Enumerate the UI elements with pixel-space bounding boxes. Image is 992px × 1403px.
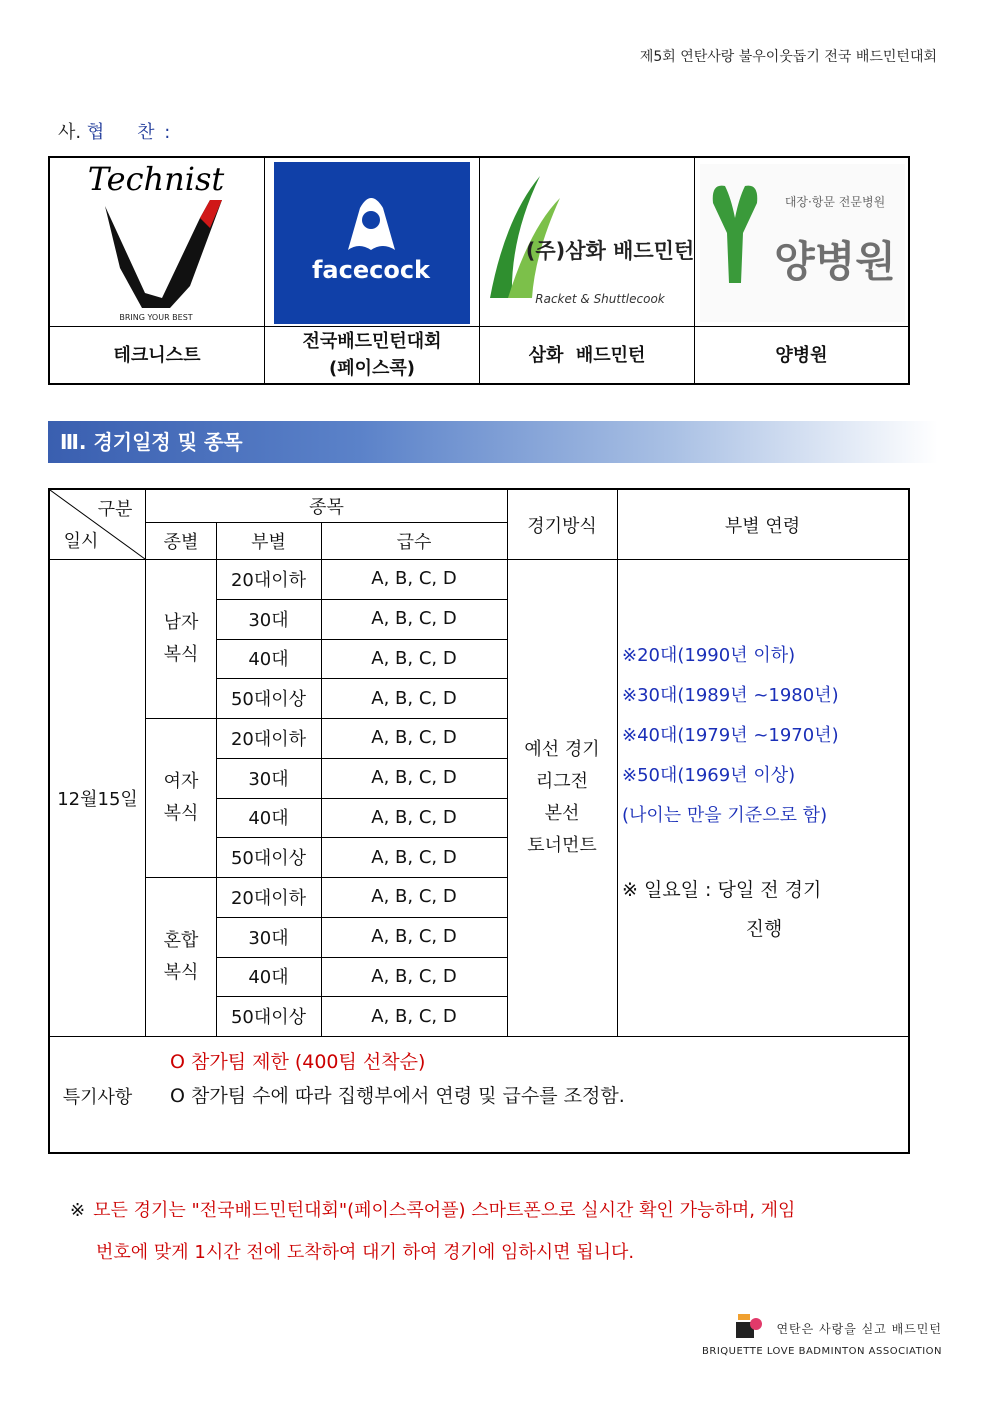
facecock-logo-wordmark: facecock [311, 256, 431, 284]
sponsor-table [48, 156, 910, 385]
grade-cell: A, B, C, D [371, 1005, 457, 1027]
yangbyungwon-logo-icon [695, 158, 908, 325]
grade-cell: A, B, C, D [371, 687, 457, 709]
technist-logo-icon [50, 158, 263, 325]
sunday-note-line1: ※ 일요일 : 당일 전 경기 [622, 879, 822, 901]
footer-note [70, 1190, 940, 1274]
division-cell: 30대 [248, 768, 289, 790]
division-cell: 50대이상 [230, 689, 307, 711]
division-cell: 40대 [248, 967, 289, 989]
group-type-label: 여자 복식 [163, 770, 199, 824]
footer-note-line1 [70, 1190, 940, 1232]
group-type-label: 혼합 복식 [163, 929, 199, 983]
sponsor-heading-label: 협 찬 : [86, 122, 173, 143]
association-korean: 연탄은 사랑을 싣고 배드민턴 [776, 1322, 942, 1336]
association-english: BRIQUETTE LOVE BADMINTON ASSOCIATION [702, 1346, 942, 1357]
match-method: 예선 경기 리그전 본선 토너먼트 [524, 738, 600, 856]
sponsor-name-yang: 양병원 [775, 344, 828, 366]
sunday-note [622, 875, 906, 941]
technist-logo-tagline: BRING YOUR BEST [119, 313, 193, 322]
group-type-label: 남자 복식 [163, 611, 199, 665]
sponsor-name-samhwa: 삼화 배드민턴 [480, 327, 695, 383]
header-type: 종별 [163, 531, 199, 553]
division-cell: 40대 [248, 808, 289, 830]
section-banner: Ⅲ. 경기일정 및 종목 [48, 421, 938, 463]
division-cell: 50대이상 [230, 1007, 307, 1029]
sponsor-heading-prefix: 사. [58, 122, 82, 143]
corner-bottom-label: 일시 [63, 531, 99, 552]
grade-cell: A, B, C, D [371, 926, 457, 948]
division-cell: 40대 [248, 649, 289, 671]
sponsor-logo-cell-facecock [265, 158, 480, 327]
header-grade: 급수 [396, 531, 432, 553]
yang-logo-wordmark: 양병원 [774, 237, 896, 286]
sponsor-name-facecock: 전국배드민턴대회 (페이스콕) [265, 327, 480, 383]
association-logo-icon [734, 1312, 762, 1340]
grade-cell: A, B, C, D [371, 965, 457, 987]
division-cell: 50대이상 [230, 848, 307, 870]
grade-cell: A, B, C, D [371, 727, 457, 749]
footer-note-line2: 번호에 맞게 1시간 전에 도착하여 대기 하여 경기에 임하시면 됩니다. [96, 1242, 635, 1263]
sponsor-name-technist: 테크니스트 [50, 327, 265, 383]
samhwa-logo-icon [480, 158, 693, 325]
age-note-20s: ※20대(1990년 이하) [622, 645, 796, 666]
schedule-date: 12월15일 [57, 788, 138, 810]
sponsor-logo-cell-technist [50, 158, 265, 327]
document-header-title: 제5회 연탄사랑 불우이웃돕기 전국 배드민턴대회 [639, 49, 937, 65]
schedule-table [48, 488, 910, 1154]
sponsor-logo-cell-yang [695, 158, 908, 327]
age-notes [622, 636, 906, 836]
header-division: 부별 [251, 531, 286, 553]
age-note-50s: ※50대(1969년 이상) [622, 765, 796, 786]
division-cell: 20대이하 [230, 569, 307, 591]
facecock-logo-icon [265, 158, 478, 325]
division-cell: 20대이하 [230, 887, 307, 909]
special-label: 특기사항 [62, 1086, 133, 1108]
grade-cell: A, B, C, D [371, 767, 457, 789]
division-cell: 20대이하 [230, 728, 307, 750]
grade-cell: A, B, C, D [371, 806, 457, 828]
corner-top-label: 구분 [97, 499, 133, 520]
yang-logo-tagline: 대장·항문 전문병원 [784, 195, 886, 209]
footer-note-line1-text: 모든 경기는 "전국배드민턴대회"(페이스콕어플) 스마트폰으로 실시간 확인 가능하며, 게임 [93, 1200, 796, 1221]
special-line-2: O 참가팀 수에 따라 집행부에서 연령 및 급수를 조정함. [170, 1085, 625, 1107]
grade-cell: A, B, C, D [371, 608, 457, 630]
grade-cell: A, B, C, D [371, 846, 457, 868]
technist-logo-wordmark: Technist [87, 160, 225, 198]
samhwa-logo-tagline: Racket & Shuttlecook [535, 292, 665, 306]
division-cell: 30대 [248, 609, 289, 631]
division-cell: 30대 [248, 927, 289, 949]
header-event: 종목 [309, 497, 344, 518]
grade-cell: A, B, C, D [371, 568, 457, 590]
age-note-basis: (나이는 만을 기준으로 함) [622, 805, 828, 826]
special-line-1: O 참가팀 제한 (400팀 선착순) [170, 1051, 426, 1073]
age-note-40s: ※40대(1979년 ~1970년) [622, 725, 839, 746]
samhwa-logo-wordmark: (주)삼화 배드민턴 [525, 239, 693, 263]
sunday-note-line2: 진행 [745, 918, 783, 940]
header-method: 경기방식 [527, 515, 597, 537]
footer-note-mark: ※ [70, 1200, 86, 1221]
grade-cell: A, B, C, D [371, 647, 457, 669]
age-note-30s: ※30대(1989년 ~1980년) [622, 685, 839, 706]
sponsor-logo-cell-samhwa [480, 158, 695, 327]
grade-cell: A, B, C, D [371, 886, 457, 908]
header-age: 부별 연령 [724, 515, 801, 537]
sponsor-heading [58, 118, 172, 144]
